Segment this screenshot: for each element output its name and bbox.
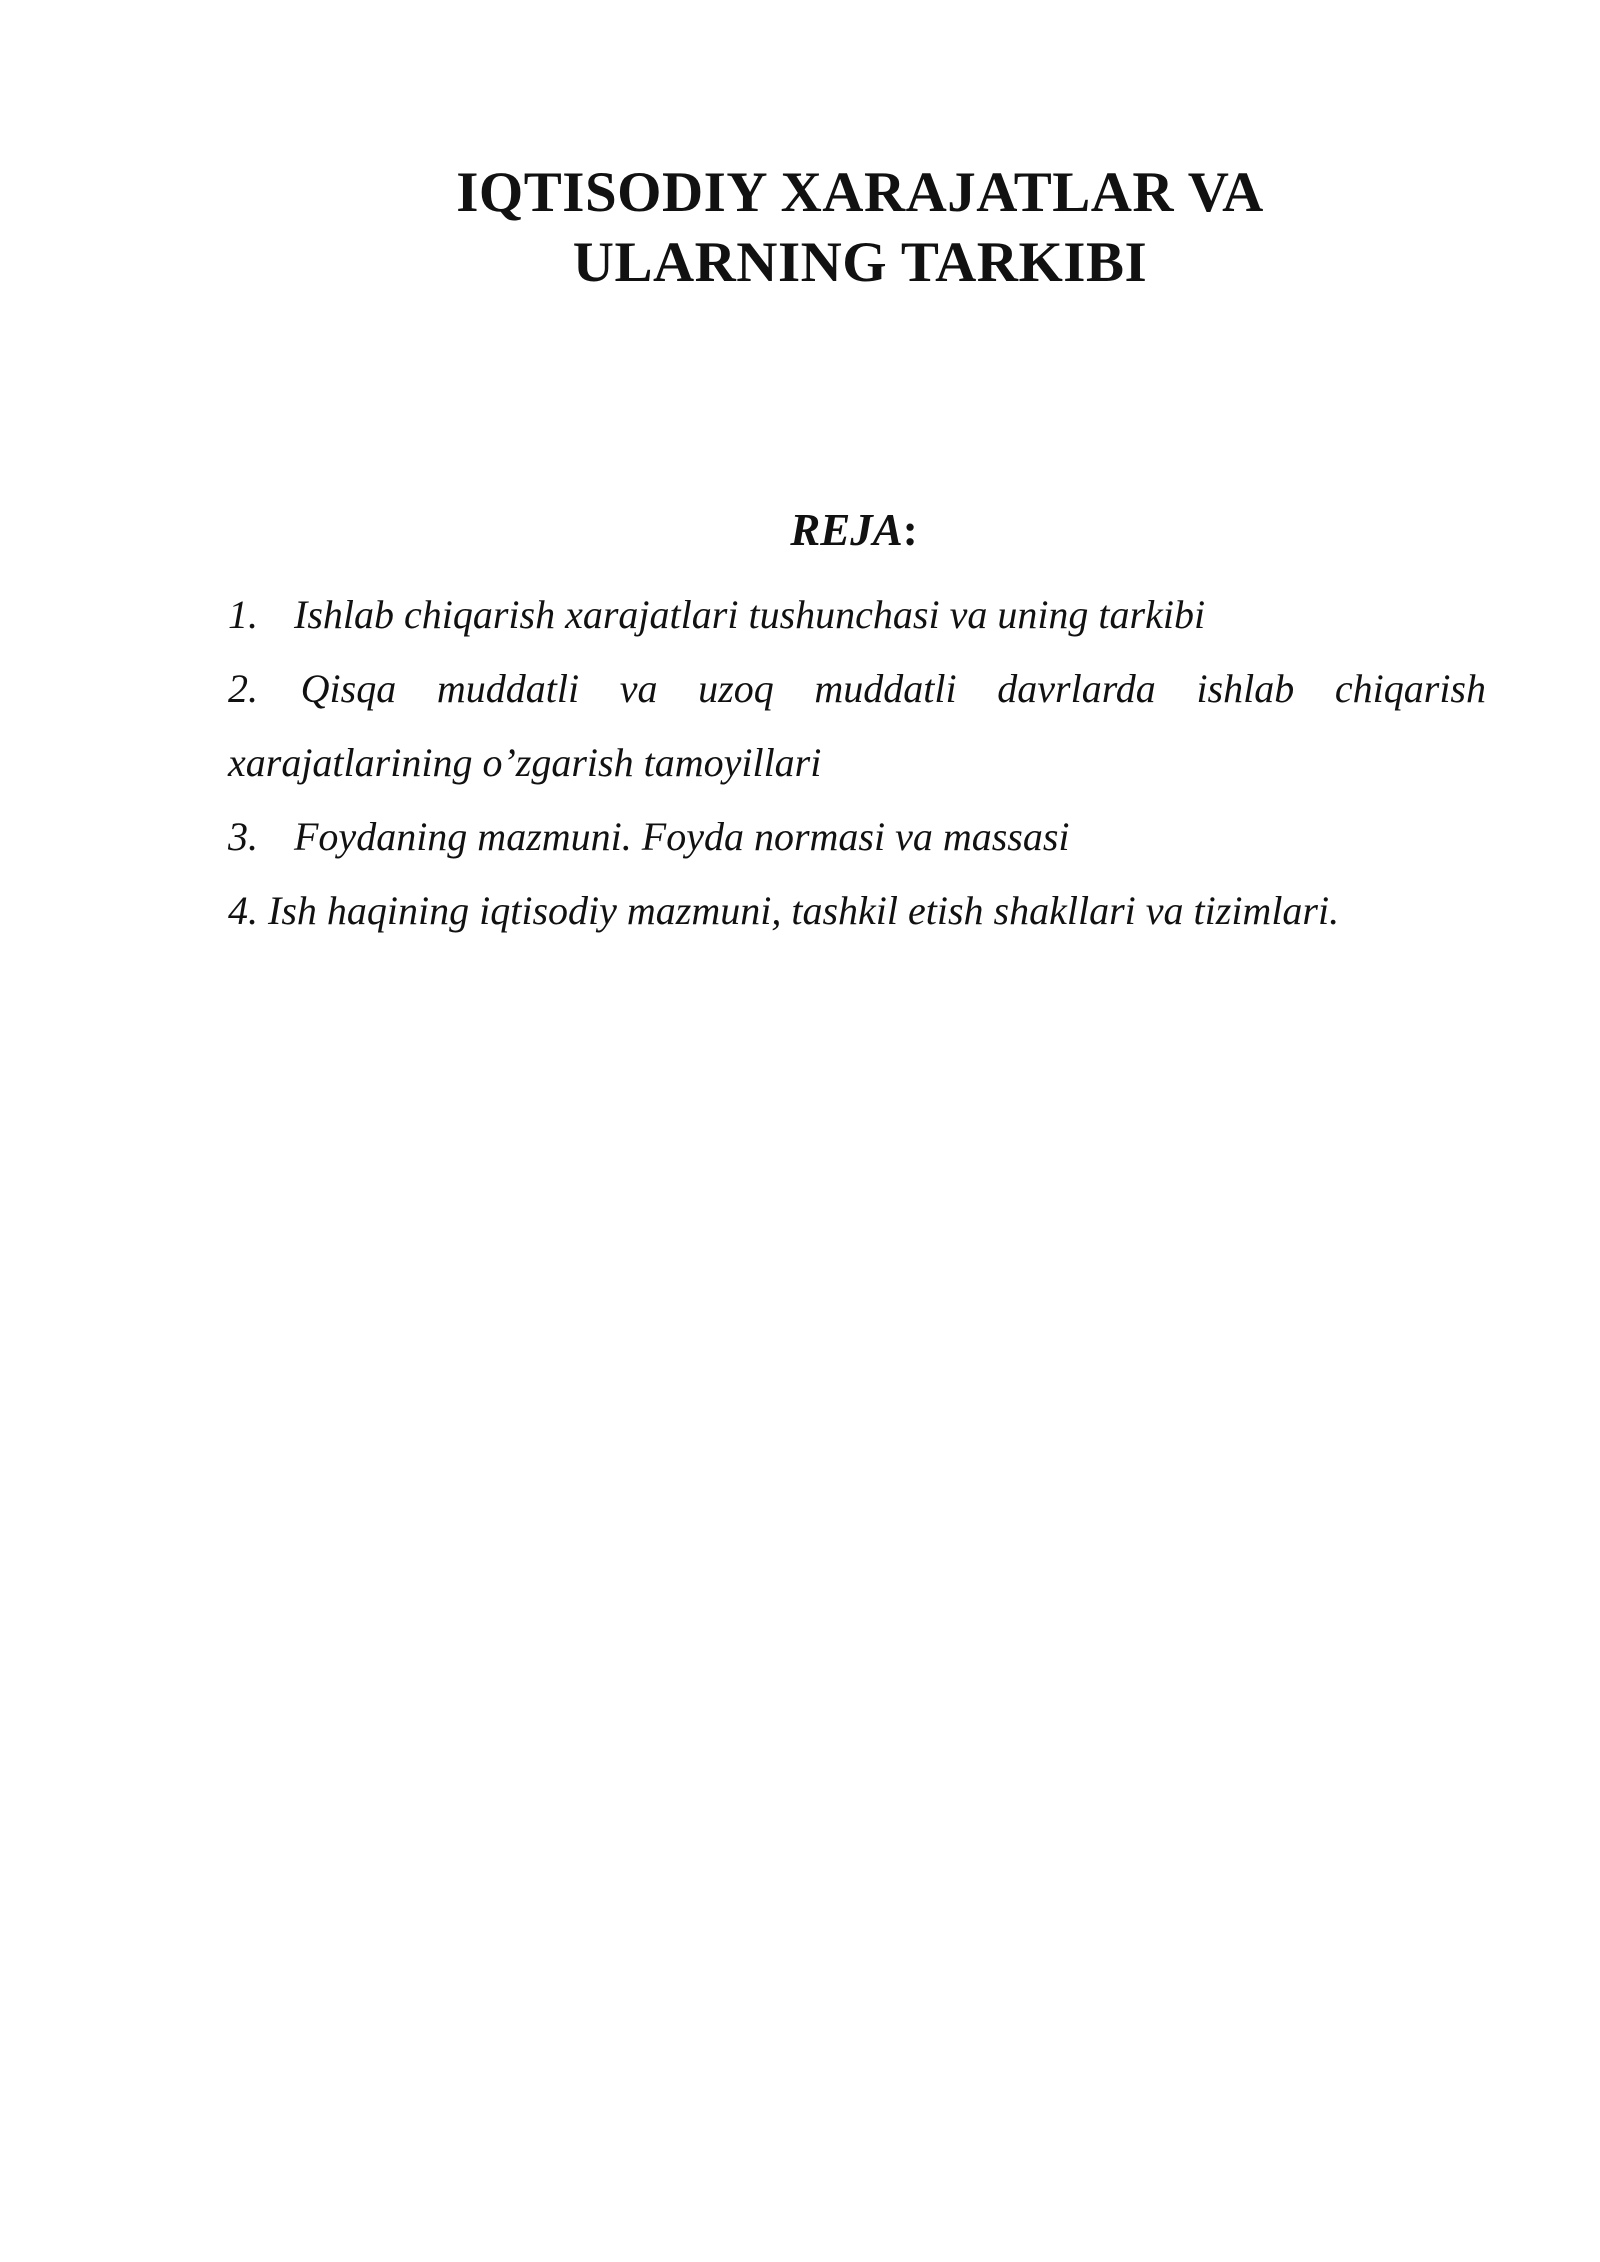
document-title-line-2: ULARNING TARKIBI — [572, 231, 1148, 294]
plan-item-text: Ish haqining iqtisodiy mazmuni, tashkil etish shakllari va tizimlari. — [268, 888, 1340, 933]
plan-item-text: Foydaning mazmuni. Foyda normasi va massasi — [294, 814, 1070, 859]
plan-heading — [228, 500, 1480, 560]
plan-list — [228, 578, 1486, 948]
plan-item-number: 4. — [228, 888, 258, 933]
plan-item-number: 2. — [228, 666, 258, 711]
plan-item-2 — [228, 652, 1486, 800]
plan-item-1 — [228, 578, 1486, 652]
plan-item-text: Qisqa muddatli va uzoq muddatli davrlarda ishlab chiqarish xarajatlarining o’zgarish tamoyillari — [228, 666, 1486, 785]
plan-heading-label: REJA — [790, 505, 903, 555]
plan-item-number: 1. — [228, 592, 258, 637]
plan-heading-colon: : — [902, 505, 918, 555]
document-title-line-1: IQTISODIY XARAJATLAR VA — [456, 161, 1264, 224]
plan-item-number: 3. — [228, 814, 258, 859]
plan-item-text: Ishlab chiqarish xarajatlari tushunchasi va uning tarkibi — [294, 592, 1206, 637]
document-title — [250, 158, 1470, 298]
plan-item-3 — [228, 800, 1486, 874]
plan-item-4 — [228, 874, 1486, 948]
